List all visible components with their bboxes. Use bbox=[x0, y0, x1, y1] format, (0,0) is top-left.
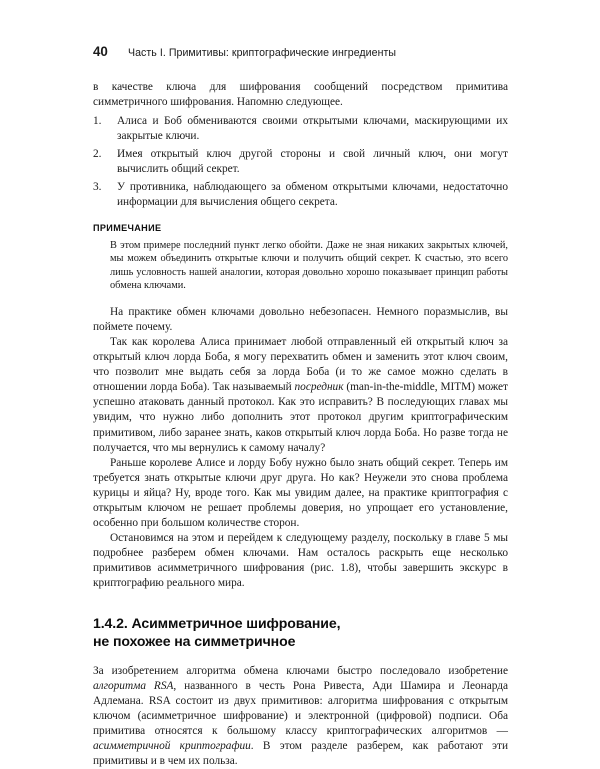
section-heading-line-2: не похожее на симметричное bbox=[93, 633, 296, 650]
paragraph-shared-secret: Раньше королеве Алисе и лорду Бобу нужно было знать общий секрет. Теперь им требуется знать открытые ключи друг друга. Но как? Неужели это снова проблема курицы и яйца? Ну, вроде того. Как мы увидим далее, на практике криптография с открытым ключом не решает проблемы доверия, но упрощает его установление, особенно при большом количестве сторон. bbox=[93, 456, 508, 530]
list-item bbox=[93, 114, 508, 144]
mitm-text-after: (man-in-the-middle, MITM) может успешно атаковать данный протокол. Как это исправить? В последующих главах мы увидим, что нужно либо дополнить этот протокол другим криптографическим примитивом, либо заранее знать, каков открытый ключ лорда Боба. Но разве тогда не получается, что мы вернулись к самому началу? bbox=[93, 381, 508, 454]
note-body-text: В этом примере последний пункт легко обойти. Даже не зная никаких закрытых ключей, мы можем объединить открытые ключи и получить общий секрет. К счастью, это всего лишь условность нашей аналогии, которая довольно хорошо показывает принцип работы обмена ключами. bbox=[110, 239, 508, 292]
intro-paragraph: в качестве ключа для шифрования сообщений посредством примитива симметричного шифрования. Напомню следующее. bbox=[93, 81, 508, 109]
section-heading-line-1: 1.4.2. Асимметричное шифрование, bbox=[93, 614, 341, 631]
note-label: ПРИМЕЧАНИЕ bbox=[93, 222, 162, 233]
paragraph-rsa bbox=[93, 664, 508, 769]
list-item-text: Алиса и Боб обмениваются своими открытыми ключами, маскирующими их закрытые ключи. bbox=[117, 115, 508, 143]
text-column bbox=[93, 80, 508, 769]
list-item bbox=[93, 147, 508, 177]
paragraph-mitm bbox=[93, 335, 508, 456]
rsa-text-part-3: . В этом разделе разберем, как работают эти примитивы и в чем их польза. bbox=[93, 740, 508, 768]
rsa-text-part-1: За изобретением алгоритма обмена ключами быстро последовало изобретение bbox=[93, 664, 508, 677]
note-callout bbox=[93, 223, 508, 293]
list-item-text: У противника, наблюдающего за обменом открытыми ключами, недостаточно информации для вычисления общего секрета. bbox=[117, 180, 508, 208]
list-marker: 3. bbox=[93, 180, 102, 193]
mitm-italic-term: посредник bbox=[294, 381, 344, 394]
rsa-text-part-2: , названного в честь Рона Ривеста, Ади Шамира и Леонарда Адлемана. RSA состоит из двух примитивов: алгоритма шифрования с открытым ключом (асимметричное шифрование) и электронной (цифровой) подписи. Оба примитива относятся к большому классу криптографических алгоритмов — bbox=[93, 679, 508, 737]
list-item-text: Имея открытый ключ другой стороны и свой личный ключ, они могут вычислить общий секрет. bbox=[117, 147, 508, 175]
running-head-title: Часть I. Примитивы: криптографические ингредиенты bbox=[128, 47, 397, 59]
paragraph-practice: На практике обмен ключами довольно небезопасен. Немного поразмыслив, вы поймете почему. bbox=[93, 305, 508, 333]
heading-bottom-spacer bbox=[93, 651, 508, 664]
rsa-italic-algorithm: алгоритма RSA bbox=[93, 679, 174, 692]
heading-top-spacer bbox=[93, 592, 508, 614]
list-item bbox=[93, 180, 508, 210]
list-marker: 2. bbox=[93, 147, 102, 160]
page-running-head bbox=[93, 44, 508, 59]
numbered-list bbox=[93, 114, 508, 210]
section-heading bbox=[93, 614, 508, 651]
rsa-italic-asymmetric-crypto: асимметричной криптографии bbox=[93, 740, 251, 752]
list-marker: 1. bbox=[93, 115, 102, 128]
paragraph-stop-here: Остановимся на этом и перейдем к следующему разделу, поскольку в главе 5 мы подробнее разберем обмен ключами. Нам осталось раскрыть еще несколько примитивов асимметричного шифрования (рис. 1.8), чтобы завершить экскурс в криптографию реального мира. bbox=[93, 532, 508, 590]
page-number: 40 bbox=[93, 44, 108, 59]
mitm-text-before: Так как королева Алиса принимает любой отправленный ей открытый ключ за открытый ключ лорда Боба, я могу перехватить обмен и заменить этот ключ своим, что позволит мне выдать себя за лорда Боба (и то же самое можно сделать в отношении лорда Боба). Так называемый bbox=[93, 335, 508, 394]
